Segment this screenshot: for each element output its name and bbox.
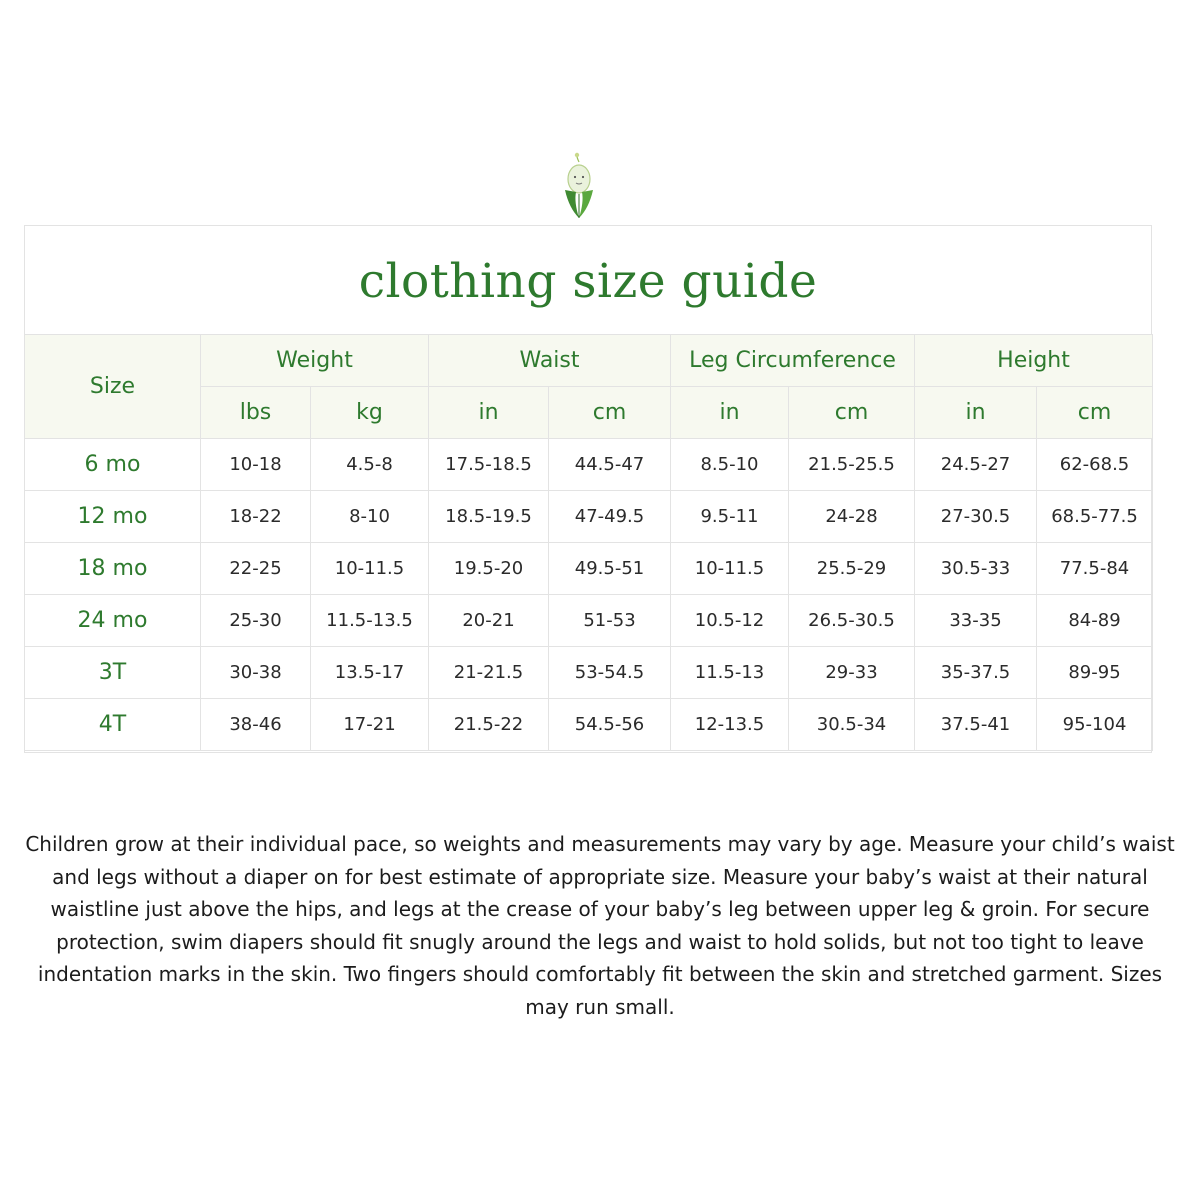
leg-in-cell: 9.5-11 <box>671 491 789 543</box>
weight-kg-cell: 10-11.5 <box>311 543 429 595</box>
leg-cm-cell: 24-28 <box>789 491 915 543</box>
table-row <box>25 491 1153 543</box>
table-row <box>25 595 1153 647</box>
waist-cm-cell: 44.5-47 <box>549 439 671 491</box>
leg-in-cell: 12-13.5 <box>671 699 789 751</box>
leg-cm-cell: 26.5-30.5 <box>789 595 915 647</box>
height-in-cell: 27-30.5 <box>915 491 1037 543</box>
waist-cm-cell: 47-49.5 <box>549 491 671 543</box>
leg-in-cell: 10.5-12 <box>671 595 789 647</box>
size-cell: 12 mo <box>25 491 201 543</box>
height-cm-cell: 68.5-77.5 <box>1037 491 1153 543</box>
waist-in-cell: 21-21.5 <box>429 647 549 699</box>
size-guide-title: clothing size guide <box>358 253 818 309</box>
header-unit-leg-in: in <box>671 387 789 439</box>
waist-in-cell: 17.5-18.5 <box>429 439 549 491</box>
height-cm-cell: 89-95 <box>1037 647 1153 699</box>
leg-cm-cell: 30.5-34 <box>789 699 915 751</box>
size-cell: 18 mo <box>25 543 201 595</box>
weight-lbs-cell: 25-30 <box>201 595 311 647</box>
height-in-cell: 33-35 <box>915 595 1037 647</box>
table-row <box>25 439 1153 491</box>
baby-pea-pod-icon <box>562 150 596 222</box>
header-unit-waist-in: in <box>429 387 549 439</box>
header-unit-lbs: lbs <box>201 387 311 439</box>
size-cell: 4T <box>25 699 201 751</box>
header-size: Size <box>25 335 201 439</box>
waist-cm-cell: 53-54.5 <box>549 647 671 699</box>
weight-kg-cell: 8-10 <box>311 491 429 543</box>
waist-cm-cell: 54.5-56 <box>549 699 671 751</box>
height-cm-cell: 84-89 <box>1037 595 1153 647</box>
height-in-cell: 35-37.5 <box>915 647 1037 699</box>
weight-kg-cell: 13.5-17 <box>311 647 429 699</box>
waist-cm-cell: 51-53 <box>549 595 671 647</box>
header-unit-kg: kg <box>311 387 429 439</box>
height-in-cell: 24.5-27 <box>915 439 1037 491</box>
sizing-note: Children grow at their individual pace, so weights and measurements may vary by age. Measure your child’s waist and legs without a diaper on for best estimate of appropriate size. Measure your baby’s waist at their natural waistline just above the hips, and legs at the crease of your baby’s leg between upper leg & groin. For secure protection, swim diapers should fit snugly around the legs and waist to hold solids, but not too tight to leave indentation marks in the skin. Two fingers should comfortably fit between the skin and stretched garment. Sizes may run small. <box>25 832 1175 1019</box>
weight-lbs-cell: 18-22 <box>201 491 311 543</box>
size-cell: 3T <box>25 647 201 699</box>
waist-cm-cell: 49.5-51 <box>549 543 671 595</box>
waist-in-cell: 21.5-22 <box>429 699 549 751</box>
header-unit-waist-cm: cm <box>549 387 671 439</box>
waist-in-cell: 18.5-19.5 <box>429 491 549 543</box>
leg-in-cell: 11.5-13 <box>671 647 789 699</box>
leg-cm-cell: 21.5-25.5 <box>789 439 915 491</box>
table-row <box>25 647 1153 699</box>
title-area <box>25 226 1151 334</box>
size-table <box>24 334 1153 751</box>
weight-lbs-cell: 30-38 <box>201 647 311 699</box>
header-unit-leg-cm: cm <box>789 387 915 439</box>
height-cm-cell: 77.5-84 <box>1037 543 1153 595</box>
table-row <box>25 543 1153 595</box>
header-weight: Weight <box>201 335 429 387</box>
leg-in-cell: 10-11.5 <box>671 543 789 595</box>
waist-in-cell: 20-21 <box>429 595 549 647</box>
leg-in-cell: 8.5-10 <box>671 439 789 491</box>
height-in-cell: 30.5-33 <box>915 543 1037 595</box>
waist-in-cell: 19.5-20 <box>429 543 549 595</box>
header-unit-height-cm: cm <box>1037 387 1153 439</box>
size-cell: 24 mo <box>25 595 201 647</box>
weight-lbs-cell: 10-18 <box>201 439 311 491</box>
weight-kg-cell: 17-21 <box>311 699 429 751</box>
size-cell: 6 mo <box>25 439 201 491</box>
leg-cm-cell: 29-33 <box>789 647 915 699</box>
height-cm-cell: 62-68.5 <box>1037 439 1153 491</box>
header-waist: Waist <box>429 335 671 387</box>
size-guide-panel <box>24 225 1152 753</box>
header-unit-height-in: in <box>915 387 1037 439</box>
height-cm-cell: 95-104 <box>1037 699 1153 751</box>
header-row-groups <box>25 335 1153 387</box>
header-leg-circumference: Leg Circumference <box>671 335 915 387</box>
leg-cm-cell: 25.5-29 <box>789 543 915 595</box>
weight-kg-cell: 11.5-13.5 <box>311 595 429 647</box>
table-row <box>25 699 1153 751</box>
header-height: Height <box>915 335 1153 387</box>
weight-kg-cell: 4.5-8 <box>311 439 429 491</box>
weight-lbs-cell: 22-25 <box>201 543 311 595</box>
height-in-cell: 37.5-41 <box>915 699 1037 751</box>
weight-lbs-cell: 38-46 <box>201 699 311 751</box>
